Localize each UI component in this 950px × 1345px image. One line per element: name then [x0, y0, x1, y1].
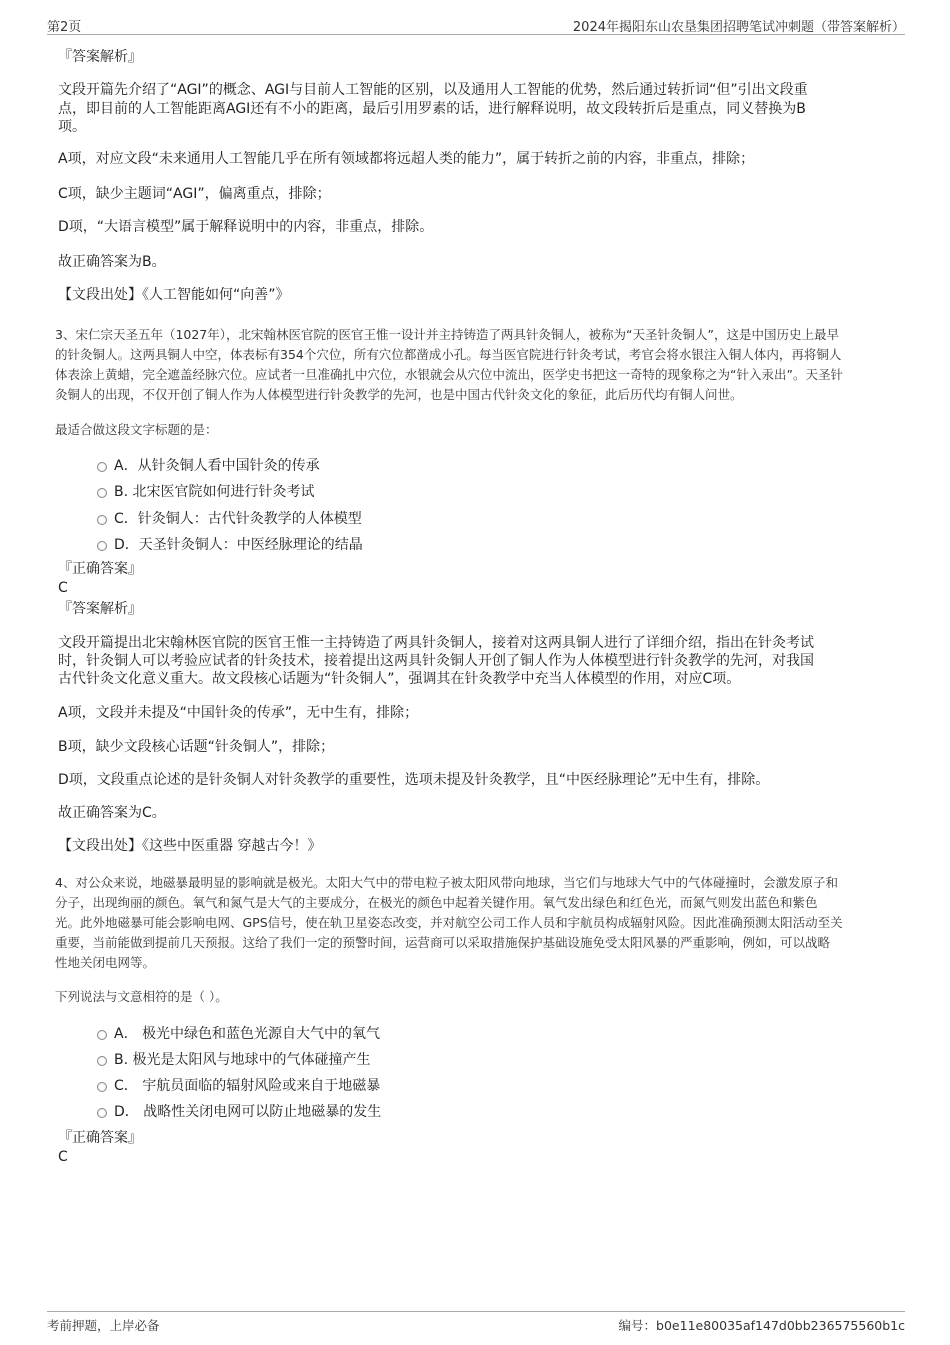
- q3-conclusion: 故正确答案为C。: [58, 805, 166, 821]
- q3-option-d-radio[interactable]: [97, 541, 107, 551]
- q2-analysis-line-2: 点，即目前的人工智能距离AGI还有不小的距离，最后引用罗素的话，进行解释说明，故文段转折后是重点，同义替换为B: [58, 101, 806, 117]
- q3-option-b-radio[interactable]: [97, 488, 107, 498]
- q4-option-d-radio[interactable]: [97, 1108, 107, 1118]
- q2-source: 【文段出处】《人工智能如何“向善”》: [58, 287, 290, 303]
- q3-option-a-note: A项，文段并未提及“中国针灸的传承”，无中生有，排除；: [58, 705, 419, 721]
- document-code: 编号：b0e11e80035af147d0bb236575560b1c: [618, 1318, 905, 1333]
- document-title: 2024年揭阳东山农垦集团招聘笔试冲刺题（带答案解析）: [572, 20, 905, 35]
- q4-option-d[interactable]: D． 战略性关闭电网可以防止地磁暴的发生: [114, 1104, 382, 1120]
- q3-option-a[interactable]: A．从针灸铜人看中国针灸的传承: [114, 458, 320, 474]
- q3-option-d-note: D项，文段重点论述的是针灸铜人对针灸教学的重要性，选项未提及针灸教学，且“中医经脉理论”无中生有，排除。: [58, 772, 770, 788]
- footer-slogan: 考前押题，上岸必备: [47, 1318, 160, 1333]
- q4-stem-line-1: 4、对公众来说，地磁暴最明显的影响就是极光。太阳大气中的带电粒子被太阳风带向地球，当它们与地球大气中的气体碰撞时，会激发原子和: [55, 875, 838, 890]
- q3-option-b[interactable]: B. 北宋医官院如何进行针灸考试: [114, 484, 315, 500]
- q4-answer: C: [58, 1149, 68, 1165]
- q2-option-d-note: D项，“大语言模型”属于解释说明中的内容，非重点，排除。: [58, 219, 434, 235]
- q3-answer-label: 『正确答案』: [58, 561, 142, 577]
- q3-option-c-radio[interactable]: [97, 515, 107, 525]
- q3-stem-line-1: 3、宋仁宗天圣五年（1027年），北宋翰林医官院的医官王惟一设计并主持铸造了两具针灸铜人，被称为“天圣针灸铜人”，这是中国历史上最早: [55, 327, 839, 342]
- q3-answer: C: [58, 580, 68, 596]
- q4-option-c-radio[interactable]: [97, 1082, 107, 1092]
- q4-option-b-radio[interactable]: [97, 1056, 107, 1066]
- q3-analysis-line-3: 古代针灸文化意义重大。故文段核心话题为“针灸铜人”，强调其在针灸教学中充当人体模型的作用，对应C项。: [58, 671, 741, 687]
- q4-stem-line-4: 重要，当前能做到提前几天预报。这给了我们一定的预警时间，运营商可以采取措施保护基础设施免受太阳风暴的严重影响，例如，可以战略: [55, 935, 831, 950]
- q2-conclusion: 故正确答案为B。: [58, 254, 166, 270]
- q2-option-a-note: A项，对应文段“未来通用人工智能几乎在所有领域都将远超人类的能力”，属于转折之前的内容，非重点，排除；: [58, 151, 755, 167]
- q3-analysis-line-1: 文段开篇提出北宋翰林医官院的医官王惟一主持铸造了两具针灸铜人，接着对这两具铜人进行了详细介绍，指出在针灸考试: [58, 635, 814, 651]
- q4-option-b[interactable]: B. 极光是太阳风与地球中的气体碰撞产生: [114, 1052, 371, 1068]
- q4-option-a[interactable]: A． 极光中绿色和蓝色光源自大气中的氧气: [114, 1026, 381, 1042]
- page-number: 第2页: [47, 20, 82, 35]
- q4-stem-line-3: 光。此外地磁暴可能会影响电网、GPS信号，使在轨卫星姿态改变，并对航空公司工作人员和宇航员构成辐射风险。因此准确预测太阳活动至关: [55, 915, 843, 930]
- q3-option-d[interactable]: D．天圣针灸铜人：中医经脉理论的结晶: [114, 537, 363, 553]
- q2-analysis-line-1: 文段开篇先介绍了“AGI”的概念、AGI与目前人工智能的区别，以及通用人工智能的优势，然后通过转折词“但”引出文段重: [58, 82, 808, 98]
- q3-analysis-line-2: 时，针灸铜人可以考验应试者的针灸技术，接着提出这两具针灸铜人开创了铜人作为人体模型进行针灸教学的先河，对我国: [58, 653, 814, 669]
- q3-analysis-label: 『答案解析』: [58, 601, 142, 617]
- q3-option-c[interactable]: C．针灸铜人：古代针灸教学的人体模型: [114, 511, 362, 527]
- q3-option-a-radio[interactable]: [97, 462, 107, 472]
- q4-option-c[interactable]: C． 宇航员面临的辐射风险或来自于地磁暴: [114, 1078, 381, 1094]
- q4-stem-line-2: 分子，出现绚丽的颜色。氧气和氮气是大气的主要成分，在极光的颜色中起着关键作用。氧气发出绿色和红色光，而氮气则发出蓝色和紫色: [55, 895, 818, 910]
- page-header: [47, 14, 905, 35]
- q3-option-b-note: B项，缺少文段核心话题“针灸铜人”，排除；: [58, 739, 335, 755]
- q3-source: 【文段出处】《这些中医重器 穿越古今！》: [58, 838, 322, 854]
- q4-prompt: 下列说法与文意相符的是（ ）。: [55, 989, 228, 1004]
- q4-option-a-radio[interactable]: [97, 1030, 107, 1040]
- q3-stem-line-3: 体表涂上黄蜡，完全遮盖经脉穴位。应试者一旦准确扎中穴位，水银就会从穴位中流出，医学史书把这一奇特的现象称之为“针入汞出”。天圣针: [55, 367, 843, 382]
- q3-stem-line-2: 的针灸铜人。这两具铜人中空，体表标有354个穴位，所有穴位都凿成小孔。每当医官院进行针灸考试，考官会将水银注入铜人体内，再将铜人: [55, 347, 842, 362]
- q2-analysis-line-3: 项。: [58, 119, 86, 135]
- q4-answer-label: 『正确答案』: [58, 1130, 142, 1146]
- q2-analysis-label: 『答案解析』: [58, 49, 142, 65]
- q4-stem-line-5: 性地关闭电网等。: [55, 955, 156, 970]
- q3-stem-line-4: 灸铜人的出现，不仅开创了铜人作为人体模型进行针灸教学的先河，也是中国古代针灸文化的象征，此后历代均有铜人问世。: [55, 387, 743, 402]
- q2-option-c-note: C项，缺少主题词“AGI”，偏离重点，排除；: [58, 186, 331, 202]
- q3-prompt: 最适合做这段文字标题的是：: [55, 422, 218, 437]
- page-footer: [47, 1311, 905, 1334]
